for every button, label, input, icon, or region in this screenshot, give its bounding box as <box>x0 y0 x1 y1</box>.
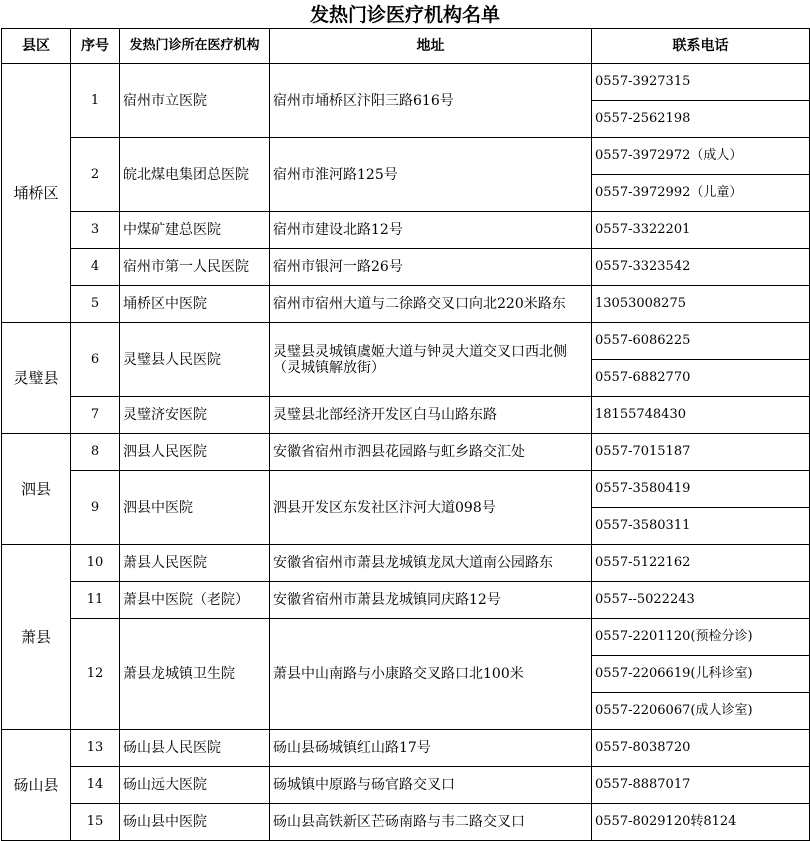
address-cell: 灵璧县灵城镇虞姬大道与钟灵大道交叉口西北侧（灵城镇解放街） <box>270 323 592 397</box>
seq-cell: 4 <box>71 249 120 286</box>
table-row <box>2 212 810 249</box>
table-row <box>2 619 810 656</box>
address-cell: 泗县开发区东发社区汴河大道098号 <box>270 471 592 545</box>
phone-cell: 0557--5022243 <box>592 582 810 619</box>
table-row <box>2 767 810 804</box>
table-row <box>2 804 810 841</box>
address-cell: 砀城镇中原路与砀官路交叉口 <box>270 767 592 804</box>
institution-cell: 砀山县中医院 <box>120 804 270 841</box>
table-row <box>2 730 810 767</box>
phone-cell: 0557-5122162 <box>592 545 810 582</box>
seq-cell: 10 <box>71 545 120 582</box>
phone-cell: 18155748430 <box>592 397 810 434</box>
institution-cell: 泗县人民医院 <box>120 434 270 471</box>
seq-cell: 3 <box>71 212 120 249</box>
table-row <box>2 545 810 582</box>
header-address: 地址 <box>270 29 592 64</box>
table-row <box>2 249 810 286</box>
address-cell: 砀山县高铁新区芒砀南路与韦二路交叉口 <box>270 804 592 841</box>
phone-cell: 0557-3322201 <box>592 212 810 249</box>
institution-cell: 宿州市立医院 <box>120 64 270 138</box>
table-row <box>2 471 810 508</box>
address-cell: 宿州市银河一路26号 <box>270 249 592 286</box>
table-row <box>2 397 810 434</box>
seq-cell: 9 <box>71 471 120 545</box>
header-phone: 联系电话 <box>592 29 810 64</box>
seq-cell: 11 <box>71 582 120 619</box>
table-row <box>2 64 810 101</box>
phone-cell: 0557-8887017 <box>592 767 810 804</box>
institution-cell: 泗县中医院 <box>120 471 270 545</box>
phone-cell: 0557-8029120转8124 <box>592 804 810 841</box>
seq-cell: 5 <box>71 286 120 323</box>
fever-clinic-table <box>1 28 810 841</box>
address-cell: 萧县中山南路与小康路交叉路口北100米 <box>270 619 592 730</box>
table-header-row <box>2 29 810 64</box>
institution-cell: 灵璧济安医院 <box>120 397 270 434</box>
seq-cell: 15 <box>71 804 120 841</box>
institution-cell: 中煤矿建总医院 <box>120 212 270 249</box>
phone-cell: 0557-2562198 <box>592 101 810 138</box>
institution-cell: 宿州市第一人民医院 <box>120 249 270 286</box>
institution-cell: 灵璧县人民医院 <box>120 323 270 397</box>
county-cell: 砀山县 <box>2 730 71 841</box>
table-row <box>2 434 810 471</box>
phone-cell: 0557-3972972（成人） <box>592 138 810 175</box>
seq-cell: 7 <box>71 397 120 434</box>
institution-cell: 萧县中医院（老院） <box>120 582 270 619</box>
table-row <box>2 138 810 175</box>
header-seq: 序号 <box>71 29 120 64</box>
phone-cell: 0557-7015187 <box>592 434 810 471</box>
institution-cell: 砀山县人民医院 <box>120 730 270 767</box>
table-row <box>2 286 810 323</box>
address-cell: 宿州市宿州大道与二徐路交叉口向北220米路东 <box>270 286 592 323</box>
seq-cell: 1 <box>71 64 120 138</box>
phone-cell: 0557-6086225 <box>592 323 810 360</box>
seq-cell: 14 <box>71 767 120 804</box>
address-cell: 安徽省宿州市萧县龙城镇同庆路12号 <box>270 582 592 619</box>
institution-cell: 埇桥区中医院 <box>120 286 270 323</box>
phone-cell: 0557-8038720 <box>592 730 810 767</box>
phone-cell: 0557-6882770 <box>592 360 810 397</box>
seq-cell: 12 <box>71 619 120 730</box>
address-cell: 砀山县砀城镇红山路17号 <box>270 730 592 767</box>
phone-cell: 13053008275 <box>592 286 810 323</box>
phone-cell: 0557-3323542 <box>592 249 810 286</box>
seq-cell: 13 <box>71 730 120 767</box>
table-row <box>2 323 810 360</box>
table-row <box>2 582 810 619</box>
seq-cell: 6 <box>71 323 120 397</box>
institution-cell: 萧县人民医院 <box>120 545 270 582</box>
county-cell: 埇桥区 <box>2 64 71 323</box>
county-cell: 萧县 <box>2 545 71 730</box>
county-cell: 泗县 <box>2 434 71 545</box>
institution-cell: 砀山远大医院 <box>120 767 270 804</box>
phone-cell: 0557-3927315 <box>592 64 810 101</box>
address-cell: 安徽省宿州市萧县龙城镇龙凤大道南公园路东 <box>270 545 592 582</box>
phone-cell: 0557-3580419 <box>592 471 810 508</box>
address-cell: 宿州市淮河路125号 <box>270 138 592 212</box>
institution-cell: 皖北煤电集团总医院 <box>120 138 270 212</box>
county-cell: 灵璧县 <box>2 323 71 434</box>
phone-cell: 0557-2201120(预检分诊) <box>592 619 810 656</box>
phone-cell: 0557-2206619(儿科诊室) <box>592 656 810 693</box>
page-title: 发热门诊医疗机构名单 <box>309 4 500 26</box>
institution-cell: 萧县龙城镇卫生院 <box>120 619 270 730</box>
address-cell: 宿州市埇桥区汴阳三路616号 <box>270 64 592 138</box>
phone-cell: 0557-3972992（儿童） <box>592 175 810 212</box>
address-cell: 宿州市建设北路12号 <box>270 212 592 249</box>
header-county: 县区 <box>2 29 71 64</box>
address-cell: 安徽省宿州市泗县花园路与虹乡路交汇处 <box>270 434 592 471</box>
seq-cell: 2 <box>71 138 120 212</box>
phone-cell: 0557-3580311 <box>592 508 810 545</box>
phone-cell: 0557-2206067(成人诊室) <box>592 693 810 730</box>
header-institution: 发热门诊所在医疗机构 <box>120 29 270 64</box>
seq-cell: 8 <box>71 434 120 471</box>
address-cell: 灵璧县北部经济开发区白马山路东路 <box>270 397 592 434</box>
